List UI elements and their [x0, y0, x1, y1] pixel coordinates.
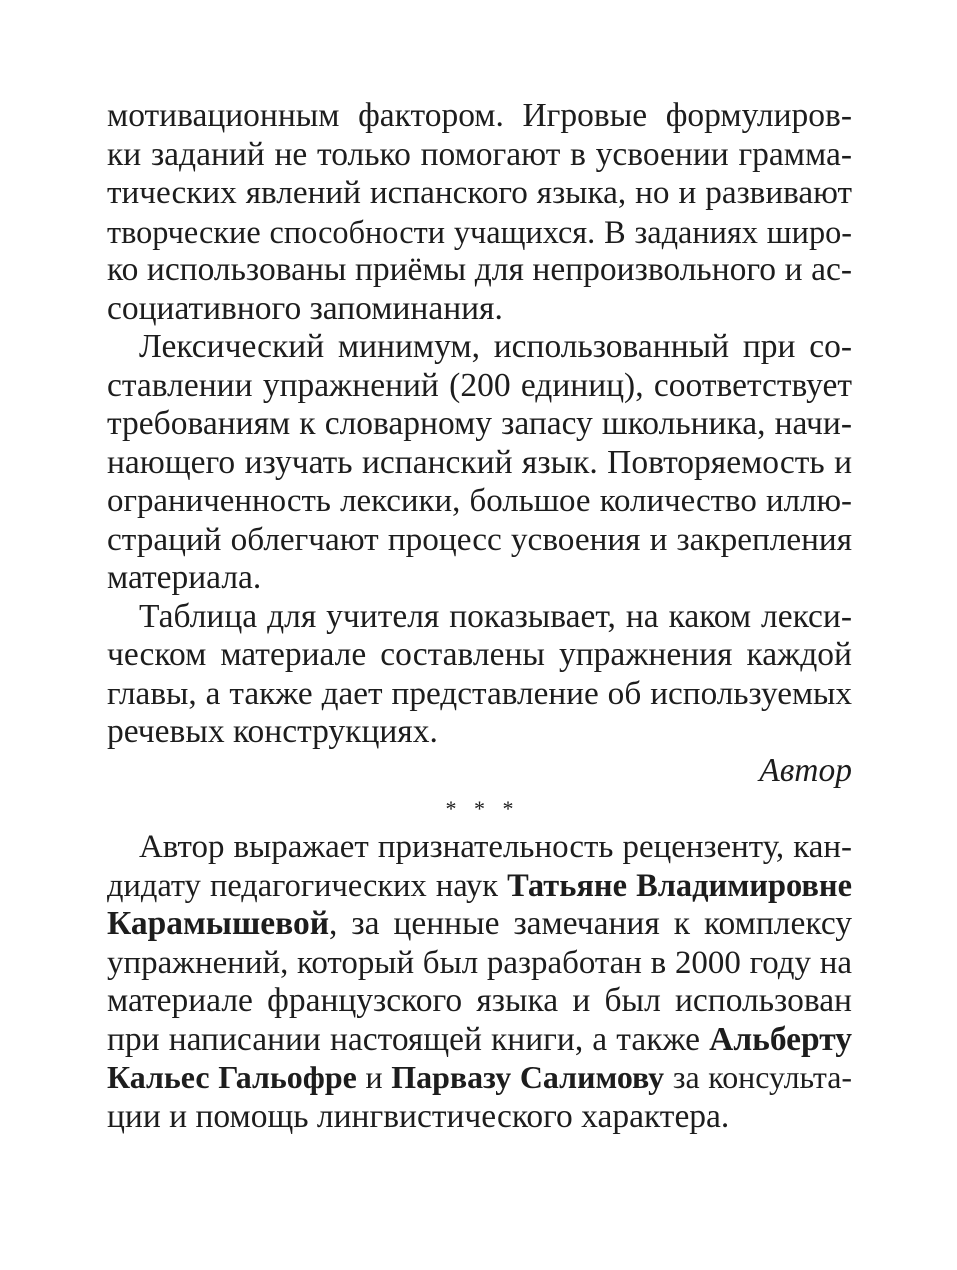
text-line: материале французского языка и был использован	[107, 982, 852, 1019]
text-line: Карамышевой, за ценные замечания к комплексу	[107, 905, 852, 942]
text-line: ставлении упражнений (200 единиц), соответствует	[107, 366, 852, 404]
text-line: Лексический минимум, использованный при со-	[139, 328, 852, 365]
consultant-surname-1: Кальес Гальофре	[107, 1060, 357, 1095]
text-line: мотивационным фактором. Игровые формулиров-	[107, 97, 852, 134]
section-separator: * * *	[445, 796, 520, 821]
text-line: упражнений, который был разработан в 2000 году на	[107, 944, 852, 981]
paragraph-teacher-table	[107, 598, 852, 752]
text-line: дидату педагогических наук Татьяне Владимировне	[107, 867, 852, 904]
paragraph-lexical-minimum	[107, 328, 852, 598]
text-line: страций облегчают процесс усвоения и закрепления	[107, 520, 852, 558]
paragraph-acknowledgment	[107, 828, 852, 1136]
text-line: Таблица для учителя показывает, на каком лекси-	[139, 597, 852, 635]
reviewer-surname: Карамышевой	[107, 905, 330, 942]
text-line: ции и помощь лингвистического характера.	[107, 1097, 730, 1135]
text-line: при написании настоящей книги, а также Альберту	[107, 1020, 852, 1058]
text-line: ограниченность лексики, большое количество иллю-	[107, 483, 852, 519]
text-line: требованиям к словарному запасу школьника, начи-	[107, 405, 852, 442]
text-line: Автор выражает признательность рецензенту, кан-	[139, 829, 852, 865]
document-page	[107, 97, 852, 1136]
text-line: материала.	[107, 559, 262, 596]
author-signature: Автор	[759, 751, 852, 789]
reviewer-name: Татьяне Владимировне	[507, 867, 852, 904]
text-line: ческом материале составлены упражнения каждой	[107, 636, 852, 673]
text-line: творческие способности учащихся. В заданиях широ-	[107, 213, 852, 250]
text-line: социативного запоминания.	[107, 289, 503, 327]
text-line: речевых конструкциях.	[107, 713, 438, 750]
consultant-name-1: Альберту	[709, 1020, 852, 1058]
text-line: ко использованы приёмы для непроизвольного и ас-	[107, 251, 852, 288]
text-line: тических явлений испанского языка, но и развивают	[107, 174, 852, 211]
consultant-name-2: Парвазу Салимову	[391, 1060, 665, 1095]
text-line: Кальес Гальофре и Парвазу Салимову за консульта-	[107, 1060, 853, 1095]
text-line: ки заданий не только помогают в усвоении грамма-	[107, 135, 852, 173]
paragraph-motivation	[107, 97, 852, 328]
text-line: нающего изучать испанский язык. Повторяемость и	[107, 443, 852, 481]
text-line: главы, а также дает представление об используемых	[107, 674, 852, 712]
